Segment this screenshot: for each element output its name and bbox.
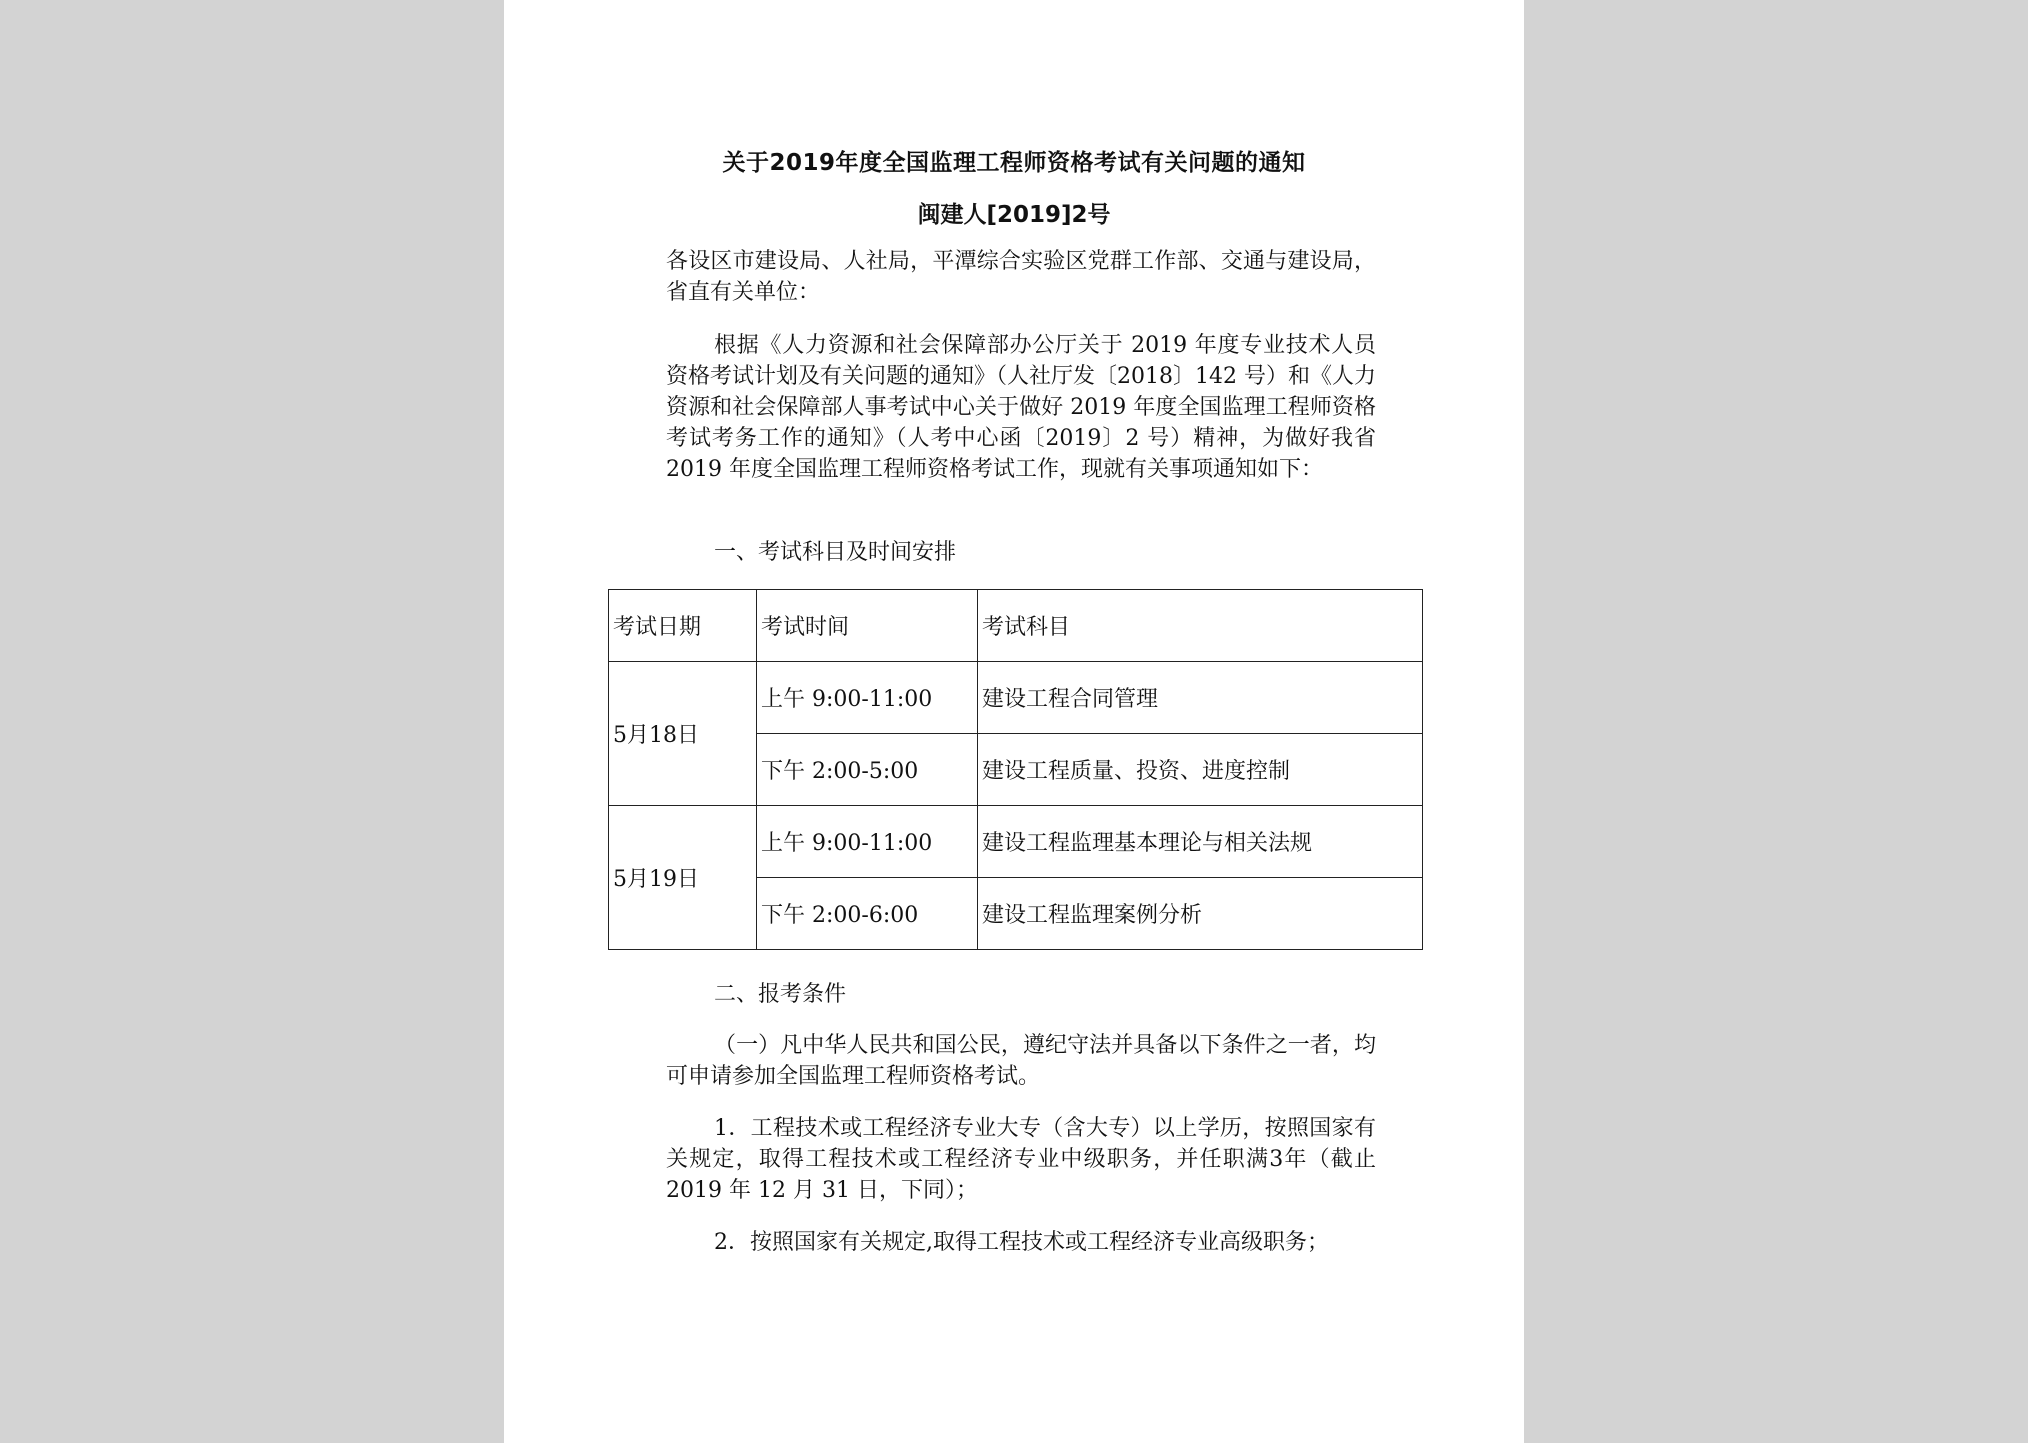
table-header-cell: 考试时间 <box>757 590 978 662</box>
exam-schedule-table <box>608 589 1423 950</box>
exam-subject-cell: 建设工程监理基本理论与相关法规 <box>978 806 1423 878</box>
exam-date-cell: 5月19日 <box>609 806 757 950</box>
condition-1-paragraph: 1．工程技术或工程经济专业大专（含大专）以上学历，按照国家有关规定，取得工程技术或工程经济专业中级职务，并任职满3年（截止 2019 年 12 月 31 日，下同）； <box>666 1116 1376 1203</box>
table-row <box>609 662 1423 734</box>
exam-subject-cell: 建设工程质量、投资、进度控制 <box>978 734 1423 806</box>
table-header-row <box>609 590 1423 662</box>
exam-date-cell: 5月18日 <box>609 662 757 806</box>
document-page <box>504 0 1524 1443</box>
exam-subject-cell: 建设工程监理案例分析 <box>978 878 1423 950</box>
addressee-paragraph: 各设区市建设局、人社局，平潭综合实验区党群工作部、交通与建设局，省直有关单位： <box>666 249 1376 305</box>
section-heading-schedule: 一、考试科目及时间安排 <box>714 540 957 565</box>
intro-paragraph: 根据《人力资源和社会保障部办公厅关于 2019 年度专业技术人员资格考试计划及有关问题的通知》（人社厅发〔2018〕142 号）和《人力资源和社会保障部人事考试中心关于做好 2019 年度全国监理工程师资格考试考务工作的通知》（人考中心函〔2019〕2 号）精神，为做好我省 2019 年度全国监理工程师资格考试工作，现就有关事项通知如下： <box>666 333 1376 482</box>
table-row <box>609 806 1423 878</box>
section-heading-conditions: 二、报考条件 <box>714 982 847 1007</box>
document-title: 关于2019年度全国监理工程师资格考试有关问题的通知 <box>722 150 1306 176</box>
exam-time-cell: 下午 2:00-6:00 <box>757 878 978 950</box>
exam-time-cell: 上午 9:00-11:00 <box>757 662 978 734</box>
condition-2-paragraph: 2．按照国家有关规定,取得工程技术或工程经济专业高级职务； <box>714 1230 1329 1255</box>
exam-time-cell: 上午 9:00-11:00 <box>757 806 978 878</box>
table-header-cell: 考试日期 <box>609 590 757 662</box>
table-header-cell: 考试科目 <box>978 590 1423 662</box>
conditions-intro-paragraph: （一）凡中华人民共和国公民，遵纪守法并具备以下条件之一者，均可申请参加全国监理工程师资格考试。 <box>666 1033 1376 1089</box>
document-number: 闽建人[2019]2号 <box>917 202 1111 228</box>
exam-subject-cell: 建设工程合同管理 <box>978 662 1423 734</box>
exam-time-cell: 下午 2:00-5:00 <box>757 734 978 806</box>
